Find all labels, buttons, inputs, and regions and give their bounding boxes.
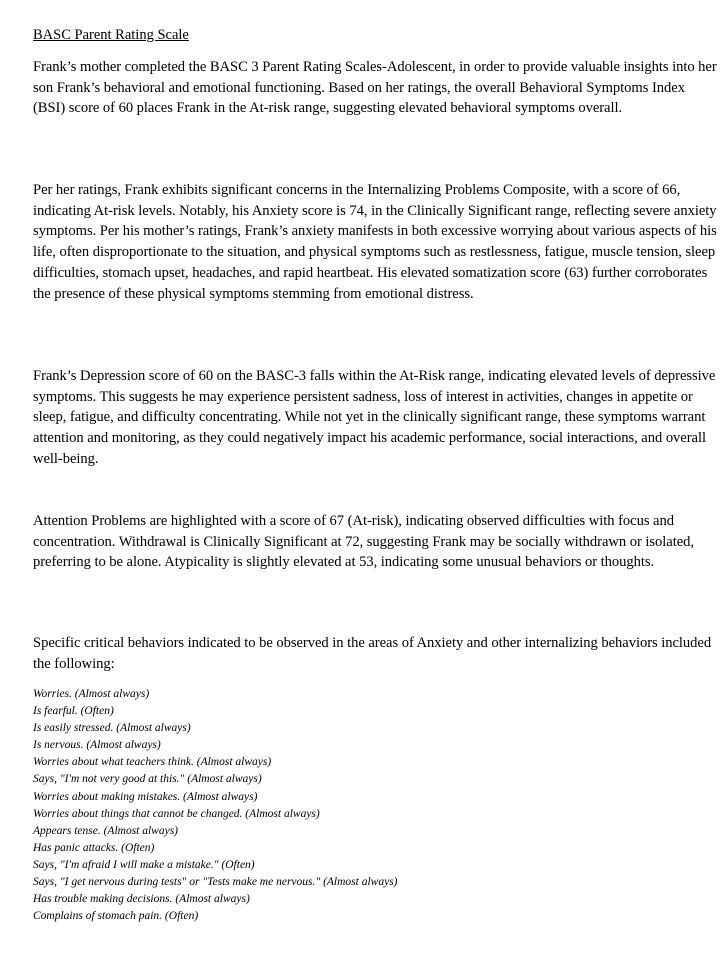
list-item: Worries about what teachers think. (Almost always) (33, 756, 272, 769)
paragraph-bsi-overview: Frank’s mother completed the BASC 3 Parent Rating Scales-Adolescent, in order to provide valuable insights into her son Frank’s behavioral and emotional functioning. Based on her ratings, the overall Behavioral Symptoms Index (BSI) score of 60 places Frank in the At-risk range, suggesting elevated behavioral symptoms overall. (33, 59, 717, 117)
list-item: Has trouble making decisions. (Almost always) (33, 893, 250, 906)
list-item: Says, "I get nervous during tests" or "Tests make me nervous." (Almost always) (33, 876, 398, 889)
paragraph-depression: Frank’s Depression score of 60 on the BASC-3 falls within the At-Risk range, indicating elevated levels of depressive symptoms. This suggests he may experience persistent sadness, loss of interest in activities, changes in appetite or sleep, fatigue, and difficulty concentrating. While not yet in the clinically significant range, these symptoms warrant attention and monitoring, as they could negatively impact his academic performance, social interactions, and overall well-being. (33, 368, 716, 467)
list-item: Is fearful. (Often) (33, 705, 114, 718)
list-item: Appears tense. (Almost always) (33, 824, 179, 837)
list-item: Worries about making mistakes. (Almost always) (33, 790, 258, 803)
list-item: Is easily stressed. (Almost always) (33, 722, 191, 735)
list-item: Has panic attacks. (Often) (33, 841, 155, 854)
paragraph-critical-intro: Specific critical behaviors indicated to be observed in the areas of Anxiety and other internalizing behaviors included the following: (33, 635, 712, 672)
section-title: BASC Parent Rating Scale (33, 27, 189, 43)
critical-behaviors-list (33, 686, 398, 925)
paragraph-attention-withdrawal: Attention Problems are highlighted with a score of 67 (At-risk), indicating observed difficulties with focus and concentration. Withdrawal is Clinically Significant at 72, suggesting Frank may be socially withdrawn or isolated, preferring to be alone. Atypicality is slightly elevated at 53, indicating some unusual behaviors or thoughts. (33, 513, 694, 571)
list-item: Says, "I'm not very good at this." (Almost always) (33, 773, 262, 786)
list-item: Worries about things that cannot be changed. (Almost always) (33, 807, 320, 820)
list-item: Worries. (Almost always) (33, 688, 150, 700)
list-item: Is nervous. (Almost always) (33, 739, 161, 752)
list-item: Says, "I'm afraid I will make a mistake." (Often) (33, 858, 255, 871)
paragraph-internalizing: Per her ratings, Frank exhibits significant concerns in the Internalizing Problems Composite, with a score of 66, indicating At-risk levels. Notably, his Anxiety score is 74, in the Clinically Significant range, reflecting severe anxiety symptoms. Per his mother’s ratings, Frank’s anxiety manifests in both excessive worrying about various aspects of his life, often disproportionate to the situation, and physical symptoms such as restlessness, fatigue, muscle tension, sleep difficulties, stomach upset, headaches, and rapid heartbeat. His elevated somatization score (63) further corroborates the presence of these physical symptoms stemming from emotional distress. (33, 182, 717, 302)
document-page (33, 26, 720, 923)
list-item: Complains of stomach pain. (Often) (33, 910, 199, 923)
